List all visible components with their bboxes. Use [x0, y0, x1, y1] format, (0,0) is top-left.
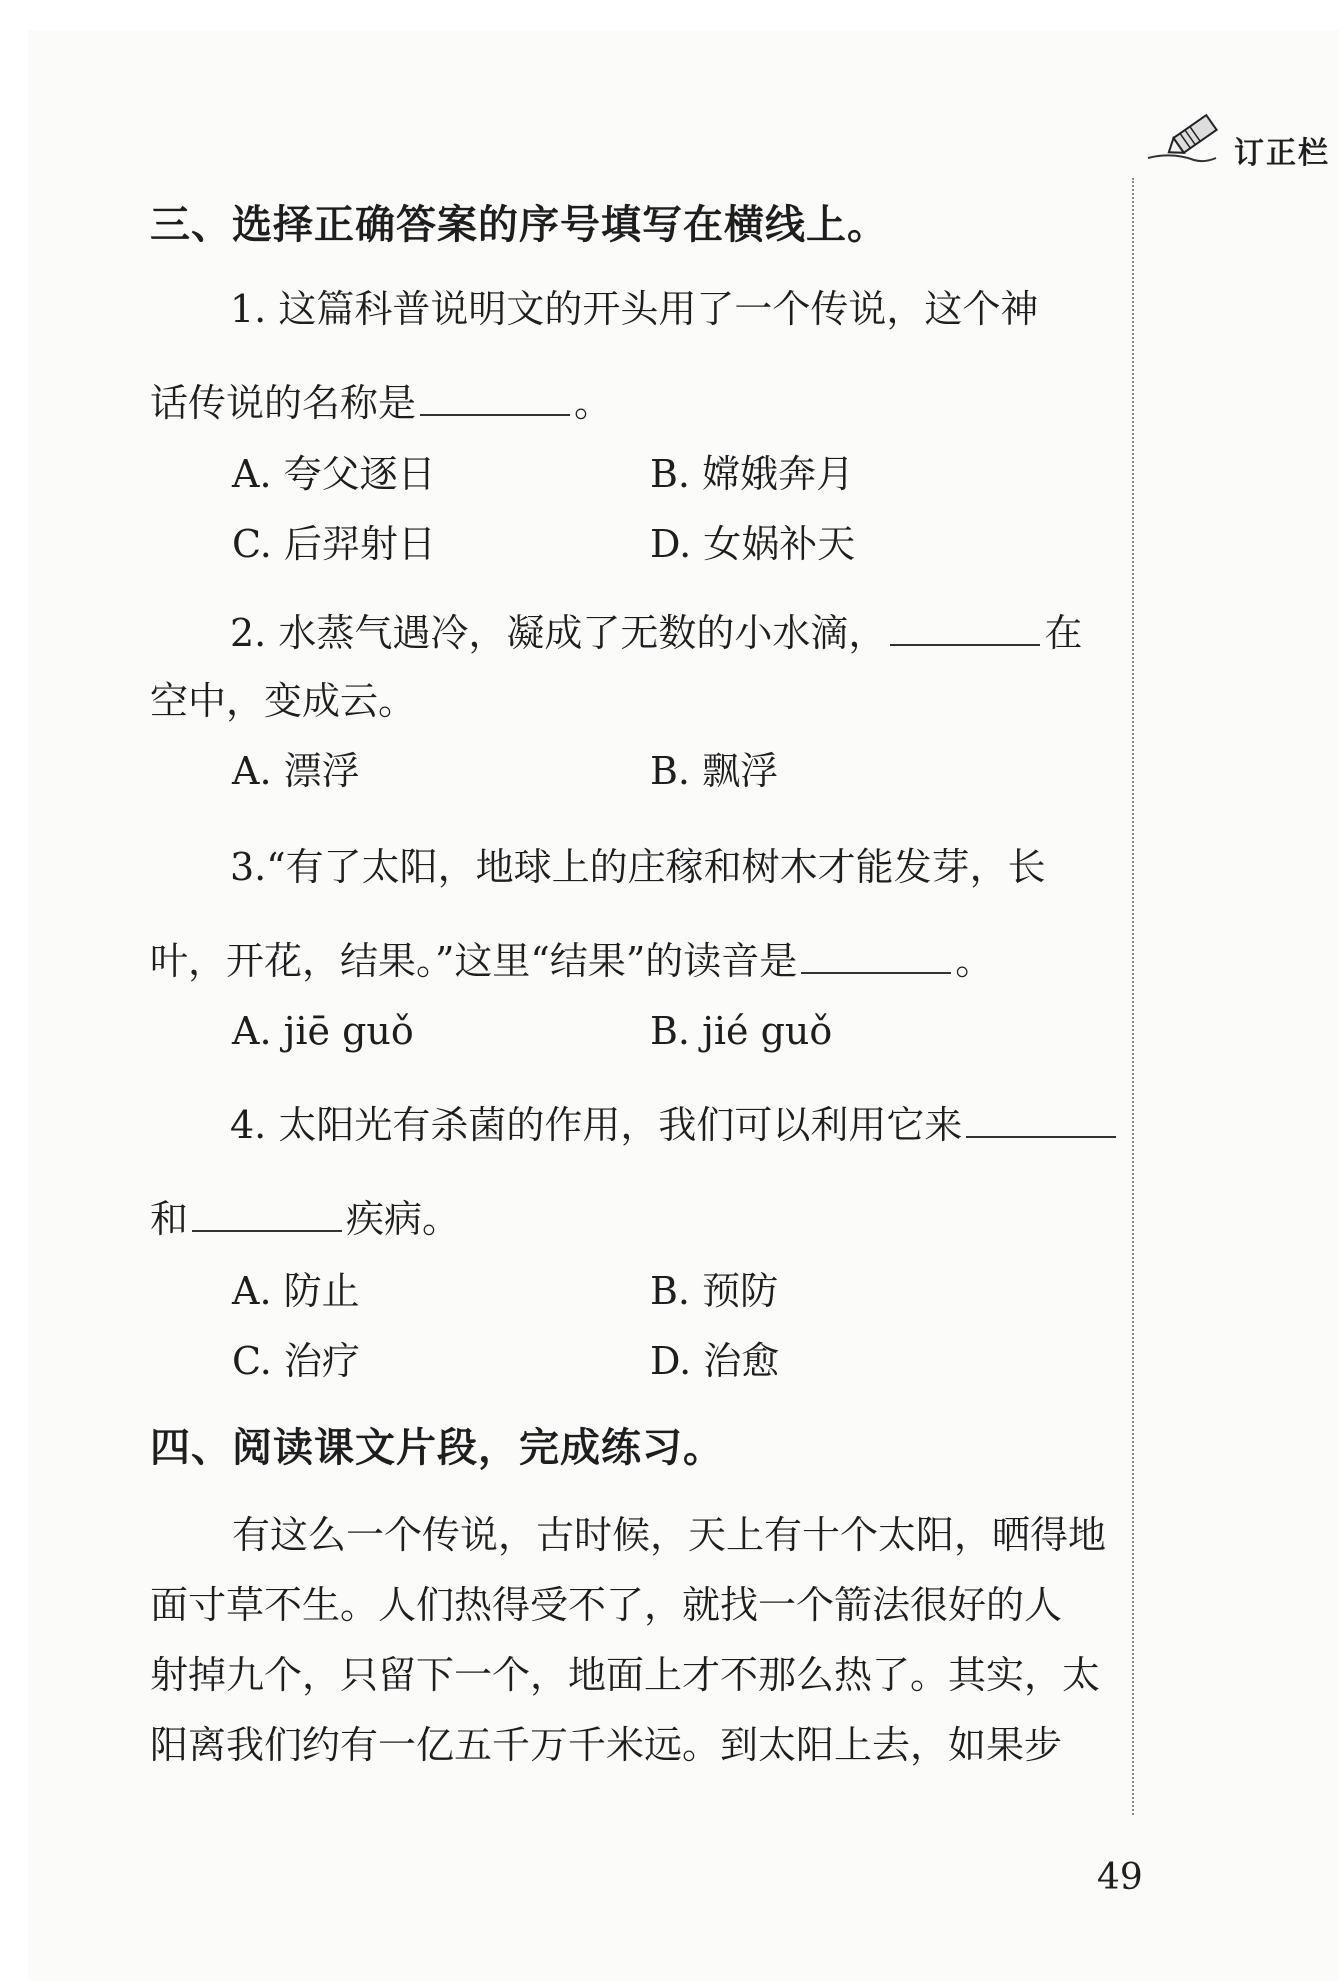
correction-column-label: 订正栏: [1234, 136, 1330, 171]
section4-heading: 四、阅读课文片段，完成练习。: [150, 1425, 724, 1471]
q4-option-a: A. 防止: [232, 1269, 360, 1313]
section3-heading: 三、选择正确答案的序号填写在横线上。: [150, 202, 888, 248]
q3-line2-end: 。: [955, 939, 994, 983]
q3-answer-blank[interactable]: [801, 942, 951, 974]
page-number: 49: [1097, 1857, 1143, 1898]
q1-line2-text: 话传说的名称是: [150, 381, 417, 425]
q1-line1: 1. 这篇科普说明文的开头用了一个传说，这个神: [230, 287, 1039, 331]
q3-option-b: B. jié guǒ: [650, 1009, 833, 1053]
passage-line-4: 阳离我们约有一亿五千万千米远。到太阳上去，如果步: [150, 1723, 1063, 1767]
q2-line1: [230, 611, 1083, 655]
q2-option-b: B. 飘浮: [650, 749, 779, 793]
q4-answer-blank-1[interactable]: [966, 1106, 1116, 1138]
passage-line-2: 面寸草不生。人们热得受不了，就找一个箭法很好的人: [150, 1583, 1063, 1627]
pencil-icon: [1142, 100, 1232, 170]
q2-answer-blank[interactable]: [890, 614, 1040, 646]
q2-line2: 空中，变成云。: [150, 679, 417, 723]
q4-option-c: C. 治疗: [232, 1339, 360, 1383]
passage-line-3: 射掉九个，只留下一个，地面上才不那么热了。其实，太: [150, 1653, 1101, 1697]
q4-option-d: D. 治愈: [650, 1339, 780, 1383]
q2-line1-end: 在: [1044, 611, 1083, 655]
q3-line1: 3.“有了太阳，地球上的庄稼和树木才能发芽，长: [230, 845, 1046, 889]
q3-option-a: A. jiē guǒ: [232, 1009, 414, 1053]
q3-line2: [150, 939, 994, 983]
q4-option-b: B. 预防: [650, 1269, 779, 1313]
q3-line2-text: 叶，开花，结果。”这里“结果”的读音是: [150, 939, 798, 983]
q1-line2-end: 。: [574, 381, 613, 425]
q2-option-a: A. 漂浮: [232, 749, 360, 793]
q4-line2-end: 疾病。: [346, 1197, 461, 1241]
q4-line1-text: 4. 太阳光有杀菌的作用，我们可以利用它来: [230, 1103, 963, 1147]
q1-answer-blank[interactable]: [420, 384, 570, 416]
q4-answer-blank-2[interactable]: [192, 1200, 342, 1232]
q1-line2: [150, 381, 613, 425]
q4-line1: [230, 1103, 1120, 1147]
q1-option-c: C. 后羿射日: [232, 522, 436, 566]
q1-option-a: A. 夸父逐日: [232, 452, 436, 496]
correction-column-header: [1142, 100, 1339, 170]
q1-option-d: D. 女娲补天: [650, 522, 856, 566]
q4-line2-text: 和: [150, 1197, 189, 1241]
q4-line2: [150, 1197, 461, 1241]
q2-line1-text: 2. 水蒸气遇冷，凝成了无数的小水滴，: [230, 611, 887, 655]
passage-line-1: 有这么一个传说，古时候，天上有十个太阳，晒得地: [232, 1513, 1107, 1557]
q1-option-b: B. 嫦娥奔月: [650, 452, 855, 496]
margin-divider: [1132, 178, 1134, 1815]
